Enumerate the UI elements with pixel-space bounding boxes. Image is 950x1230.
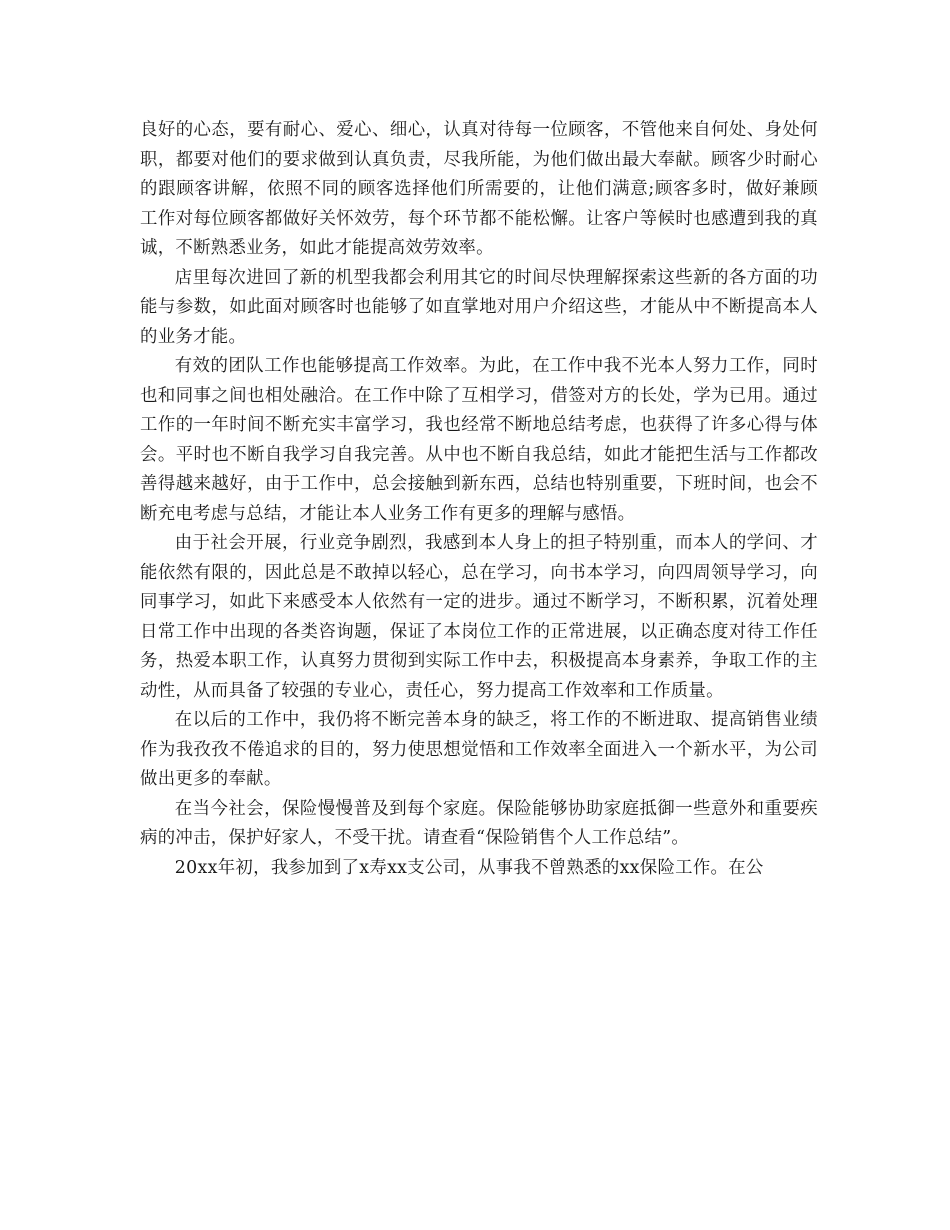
paragraph-3: 有效的团队工作也能够提高工作效率。为此，在工作中我不光本人努力工作，同时也和同事之间也相处融洽。在工作中除了互相学习，借签对方的长处，学为已用。通过工作的一年时间不断充实丰富学习，我也经常不断地总结考虑，也获得了许多心得与体会。平时也不断自我学习自我完善。从中也不断自我总结，如此才能把生活与工作都改善得越来越好，由于工作中，总会接触到新东西，总结也特别重要，下班时间，也会不断充电考虑与总结，才能让本人业务工作有更多的理解与感悟。 — [140, 356, 818, 524]
document-body — [140, 116, 818, 883]
paragraph-5: 在以后的工作中，我仍将不断完善本身的缺乏，将工作的不断进取、提高销售业绩作为我孜孜不倦追求的目的，努力使思想觉悟和工作效率全面进入一个新水平，为公司做出更多的奉献。 — [140, 710, 818, 789]
paragraph-2: 店里每次进回了新的机型我都会利用其它的时间尽快理解探索这些新的各方面的功能与参数，如此面对顾客时也能够了如直掌地对用户介绍这些，才能从中不断提高本人的业务才能。 — [140, 267, 818, 347]
paragraph-6: 在当今社会，保险慢慢普及到每个家庭。保险能够协助家庭抵御一些意外和重要疾病的冲击，保护好家人，不受干扰。请查看“保险销售个人工作总结”。 — [140, 798, 818, 848]
paragraph-4: 由于社会开展，行业竞争剧烈，我感到本人身上的担子特别重，而本人的学问、才能依然有限的，因此总是不敢掉以轻心，总在学习，向书本学习，向四周领导学习，向同事学习，如此下来感受本人依然有一定的进步。通过不断学习，不断积累，沉着处理日常工作中出现的各类咨询题，保证了本岗位工作的正常进展，以正确态度对待工作任务，热爱本职工作，认真努力贯彻到实际工作中去，积极提高本身素养，争取工作的主动性，从而具备了较强的专业心，责任心，努力提高工作效率和工作质量。 — [140, 533, 818, 701]
paragraph-7: 20xx年初，我参加到了x寿xx支公司，从事我不曾熟悉的xx保险工作。在公 — [174, 857, 764, 878]
paragraph-1: 良好的心态，要有耐心、爱心、细心，认真对待每一位顾客，不管他来自何处、身处何职，都要对他们的要求做到认真负责，尽我所能，为他们做出最大奉献。顾客少时耐心的跟顾客讲解，依照不同的顾客选择他们所需要的，让他们满意;顾客多时，做好兼顾工作对每位顾客都做好关怀效劳，每个环节都不能松懈。让客户等候时也感遭到我的真诚，不断熟悉业务，如此才能提高效劳效率。 — [140, 120, 818, 258]
